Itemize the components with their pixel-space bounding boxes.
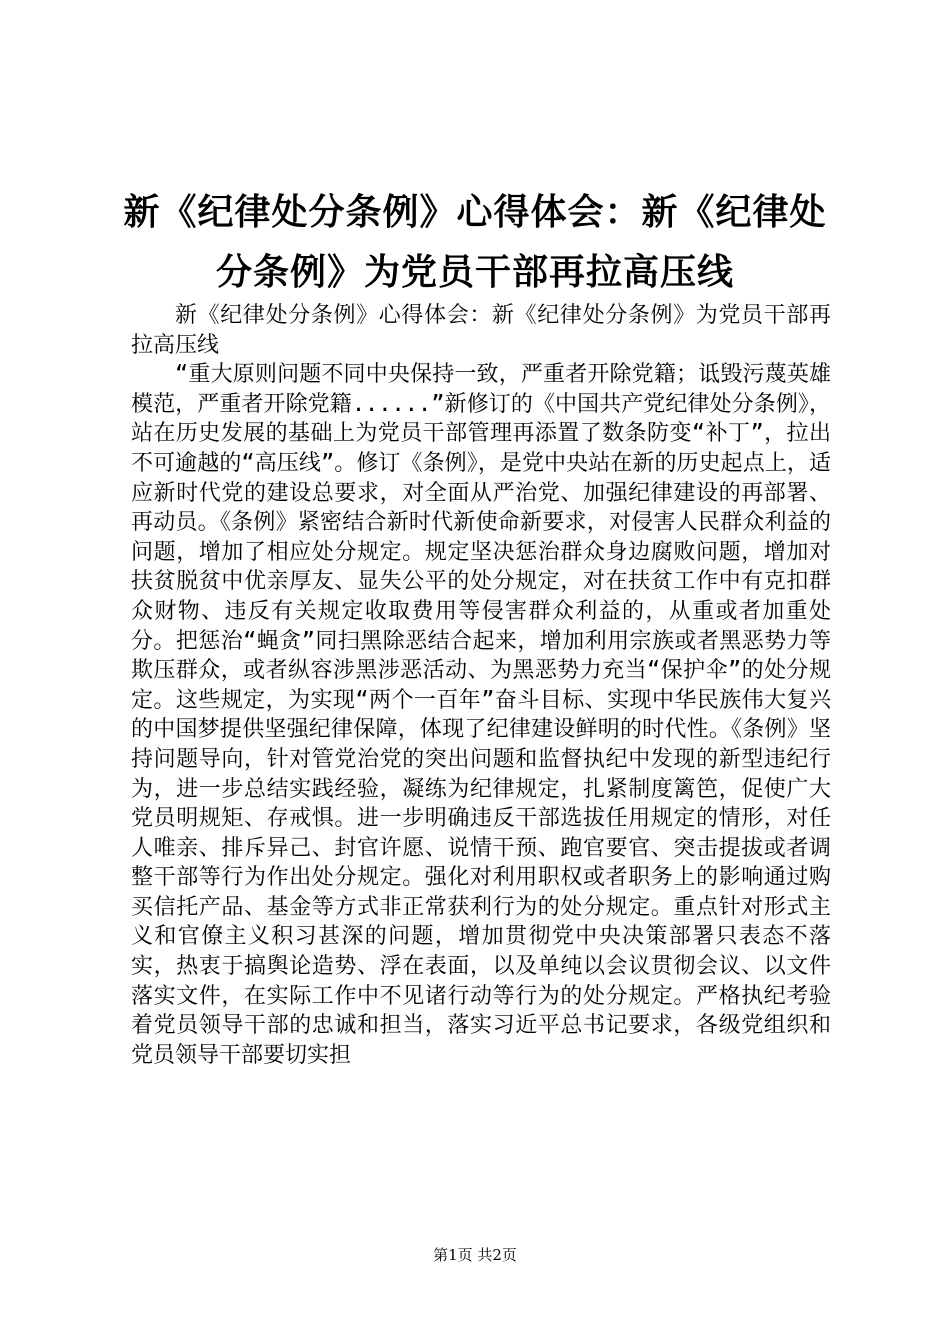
document-body	[131, 301, 831, 1070]
document-title: 新《纪律处分条例》心得体会：新《纪律处分条例》为党员干部再拉高压线	[123, 191, 827, 293]
paragraph-main: “重大原则问题不同中央保持一致，严重者开除党籍；诋毁污蔑英雄模范，严重者开除党籍......”新修订的《中国共产党纪律处分条例》，站在历史发展的基础上为党员干部管理再添置了数条防变“补丁”，拉出不可逾越的“高压线”。修订《条例》，是党中央站在新的历史起点上，适应新时代党的建设总要求，对全面从严治党、加强纪律建设的再部署、再动员。《条例》紧密结合新时代新使命新要求，对侵害人民群众利益的问题，增加了相应处分规定。规定坚决惩治群众身边腐败问题，增加对扶贫脱贫中优亲厚友、显失公平的处分规定，对在扶贫工作中有克扣群众财物、违反有关规定收取费用等侵害群众利益的，从重或者加重处分。把惩治“蝇贪”同扫黑除恶结合起来，增加利用宗族或者黑恶势力等欺压群众，或者纵容涉黑涉恶活动、为黑恶势力充当“保护伞”的处分规定。这些规定，为实现“两个一百年”奋斗目标、实现中华民族伟大复兴的中国梦提供坚强纪律保障，体现了纪律建设鲜明的时代性。《条例》坚持问题导向，针对管党治党的突出问题和监督执纪中发现的新型违纪行为，进一步总结实践经验，凝练为纪律规定，扎紧制度篱笆，促使广大党员明规矩、存戒惧。进一步明确违反干部选拔任用规定的情形，对任人唯亲、排斥异己、封官许愿、说情干预、跑官要官、突击提拔或者调整干部等行为作出处分规定。强化对利用职权或者职务上的影响通过购买信托产品、基金等方式非正常获利行为的处分规定。重点针对形式主义和官僚主义积习甚深的问题，增加贯彻党中央决策部署只表态不落实，热衷于搞舆论造势、浮在表面，以及单纯以会议贯彻会议、以文件落实文件，在实际工作中不见诸行动等行为的处分规定。严格执纪考验着党员领导干部的忠诚和担当，落实习近平总书记要求，各级党组织和党员领导干部要切实担	[131, 362, 831, 1068]
paragraph-subtitle: 新《纪律处分条例》心得体会：新《纪律处分条例》为党员干部再拉高压线	[131, 303, 831, 358]
page-number: 第1页 共2页	[433, 1246, 517, 1264]
